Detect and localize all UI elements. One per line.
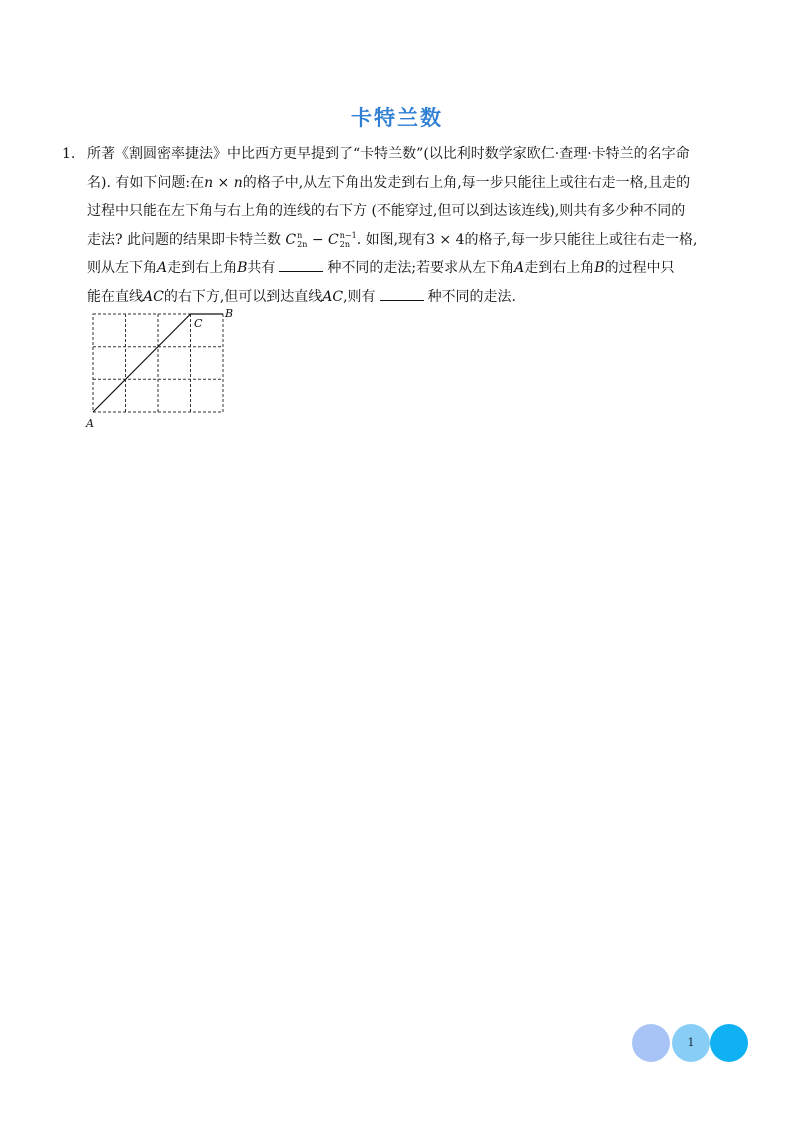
problem-line-5 bbox=[62, 254, 752, 283]
grid-figure bbox=[84, 305, 244, 435]
point-b-ref-1: B bbox=[237, 260, 248, 276]
formula-c1-base: C bbox=[285, 231, 297, 248]
formula-c1-sup: n bbox=[297, 230, 303, 240]
problem-text-5e: 走到右上角 bbox=[524, 260, 595, 276]
answer-blank-2[interactable] bbox=[380, 286, 424, 301]
point-a-ref-1: A bbox=[157, 260, 168, 276]
label-a: A bbox=[86, 417, 94, 430]
problem-text-6b: 的右下方,但可以到达直线 bbox=[163, 288, 323, 305]
catalan-formula-2 bbox=[328, 226, 357, 255]
problem-text-2b: 的格子中,从左下角出发走到右上角,每一步只能往上或往右走一格,且走的 bbox=[242, 174, 691, 191]
problem-text-1: 所著《割圆密率捷法》中比西方更早提到了“卡特兰数”(以比利时数学家欧仁·查理·卡特兰的名字命 bbox=[87, 146, 690, 162]
problem-line-3 bbox=[62, 197, 752, 226]
problem-text-6d: 种不同的走法. bbox=[427, 288, 517, 305]
answer-blank-1[interactable] bbox=[279, 257, 323, 272]
problem-text-6c: ,则有 bbox=[343, 288, 376, 305]
problem-text-2a: 名). 有如下问题:在 bbox=[87, 174, 205, 191]
line-ac-ref-1: AC bbox=[143, 288, 164, 305]
footer-circle-right bbox=[710, 1024, 748, 1062]
label-c: C bbox=[194, 317, 203, 330]
problem-text-6a: 能在直线 bbox=[87, 288, 143, 305]
problem-number: 1. bbox=[62, 146, 76, 162]
line-ac bbox=[93, 314, 191, 412]
problem-line-4 bbox=[62, 226, 752, 255]
page-number: 1 bbox=[687, 1036, 695, 1049]
problem-text-4c: 的格子,每一步只能往上或往右走一格, bbox=[464, 231, 698, 248]
problem-text-5d: 种不同的走法;若要求从左下角 bbox=[327, 260, 515, 276]
problem-line-2 bbox=[62, 169, 752, 198]
formula-c2-base: C bbox=[328, 231, 339, 248]
grid-border bbox=[93, 314, 223, 412]
footer-circle-left bbox=[632, 1024, 670, 1062]
grid-3x4-math: 3 × 4 bbox=[426, 231, 465, 248]
formula-c1-sub: 2n bbox=[297, 239, 308, 249]
page-footer bbox=[632, 1022, 750, 1064]
formula-minus: − bbox=[311, 231, 324, 248]
problem-text-5f: 的过程中只 bbox=[604, 260, 675, 276]
problem-text-3: 过程中只能在左下角与右上角的连线的右下方 (不能穿过,但可以到达该连线),则共有多少种不同的 bbox=[87, 203, 686, 219]
grid-diagram bbox=[84, 305, 244, 435]
problem-text-5b: 走到右上角 bbox=[167, 260, 238, 276]
catalan-formula bbox=[285, 226, 307, 255]
line-ac-ref-2: AC bbox=[322, 288, 344, 305]
formula-c2-sup: n−1 bbox=[339, 230, 357, 240]
formula-c2-sub: 2n bbox=[339, 239, 350, 249]
point-b-ref-2: B bbox=[594, 260, 605, 276]
label-b: B bbox=[225, 307, 234, 320]
point-a-ref-2: A bbox=[514, 260, 525, 276]
problem-line-1 bbox=[62, 140, 752, 169]
problem-1 bbox=[62, 140, 752, 311]
problem-text-5c: 共有 bbox=[247, 260, 276, 276]
page-title: 卡特兰数 bbox=[351, 106, 443, 130]
problem-text-4b: . 如图,现有 bbox=[356, 231, 427, 248]
problem-text-4a: 走法? 此问题的结果即卡特兰数 bbox=[87, 231, 281, 248]
problem-text-5a: 则从左下角 bbox=[87, 260, 157, 276]
grid-size-math: n × n bbox=[204, 174, 243, 191]
